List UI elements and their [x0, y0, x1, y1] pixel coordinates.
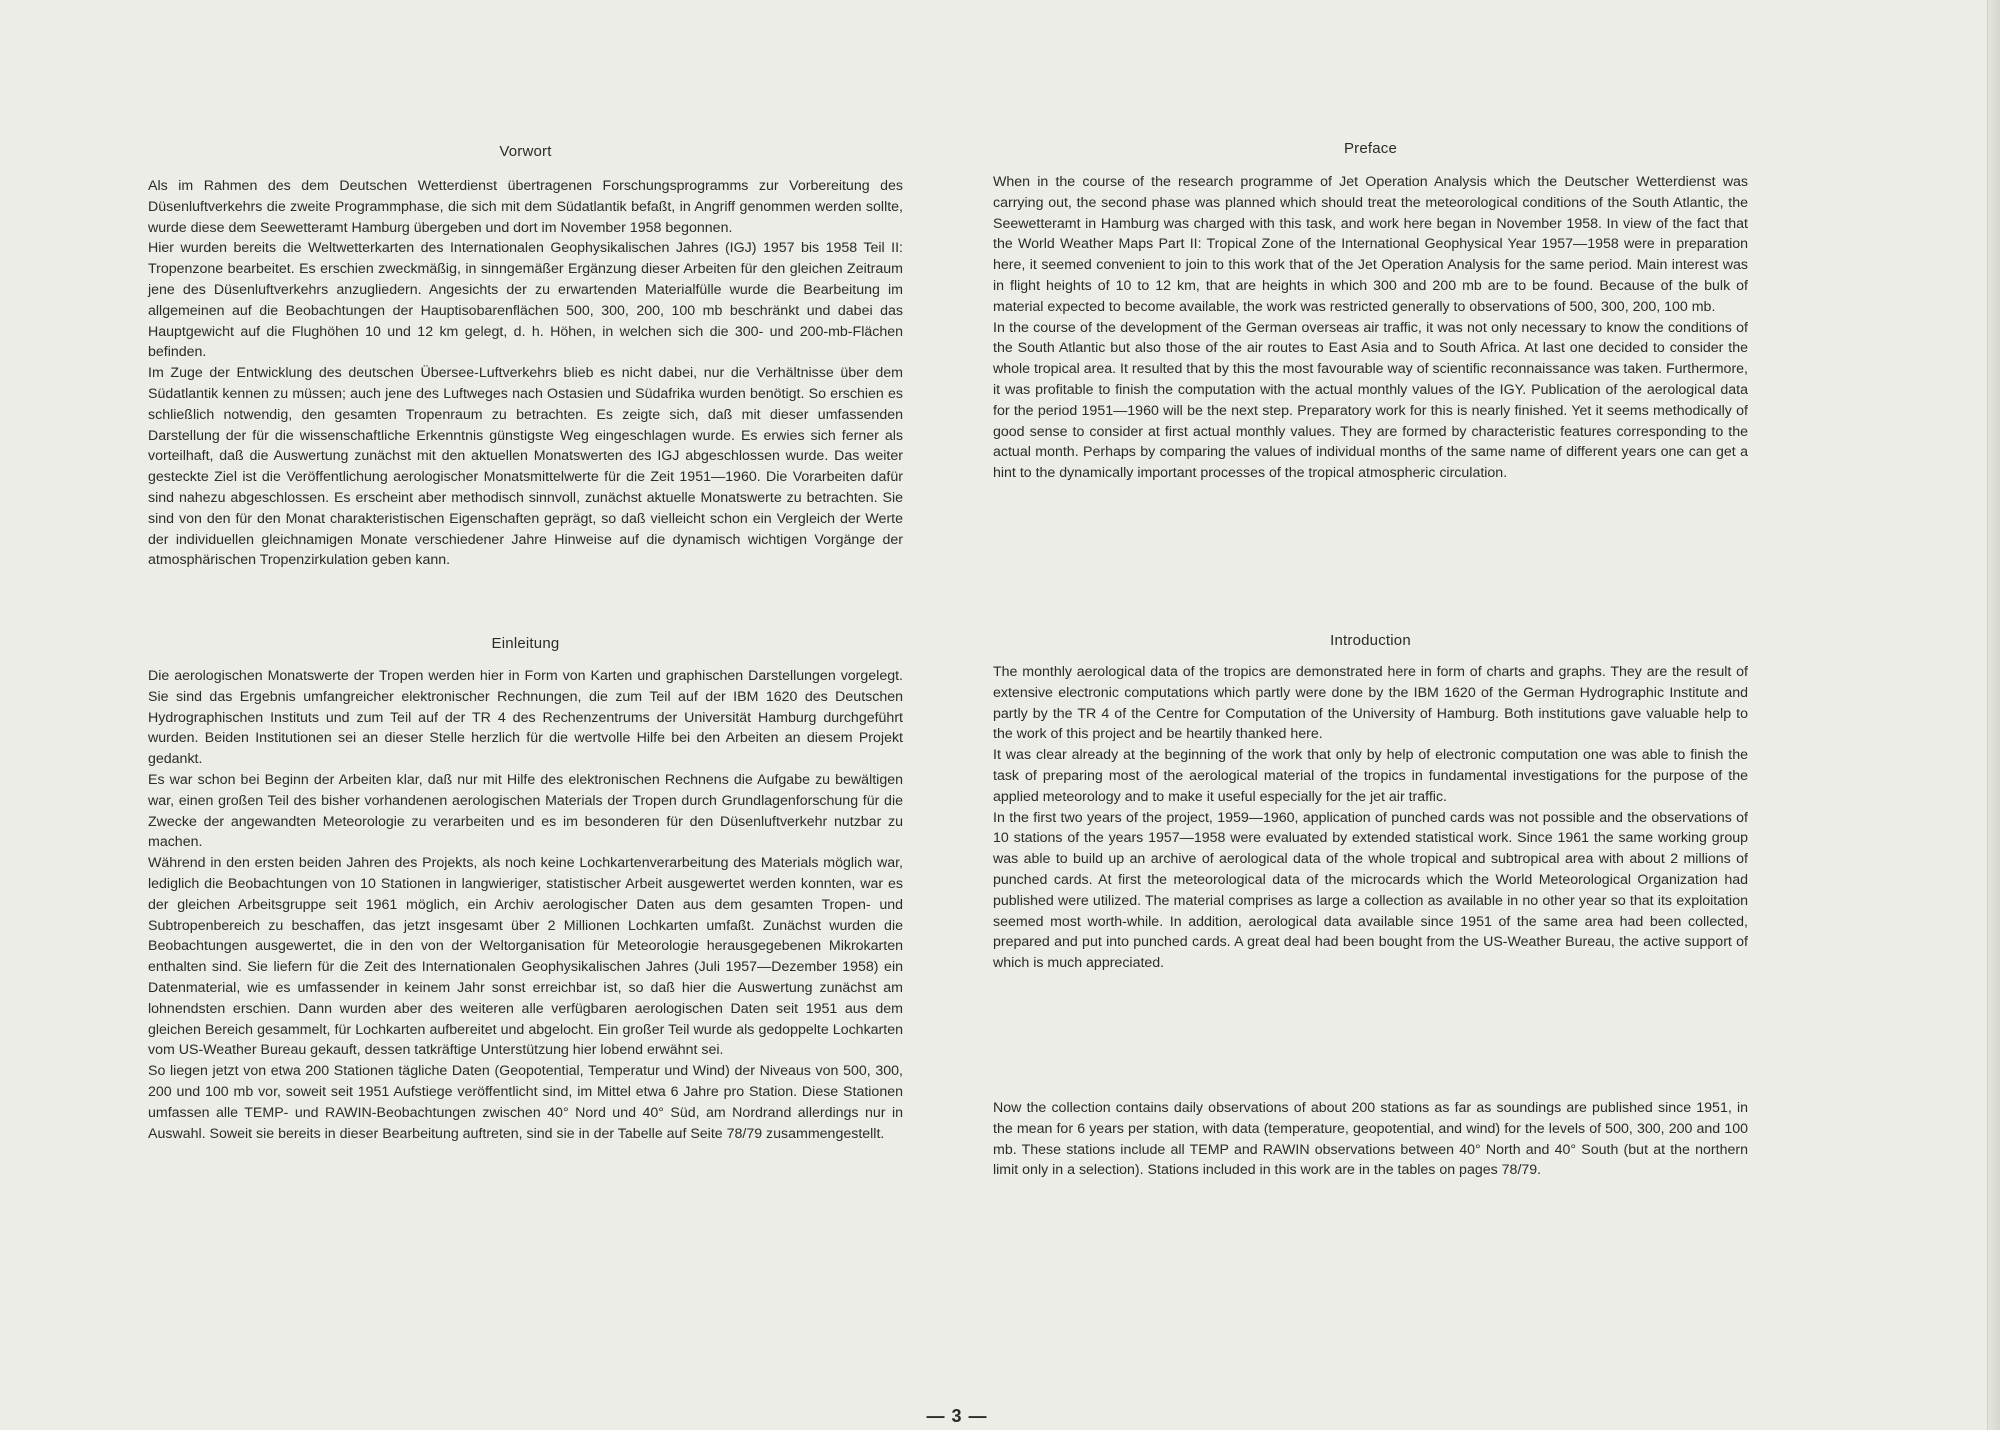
introduction-heading: Introduction	[1330, 632, 1411, 649]
preface-body	[993, 172, 1748, 484]
preface-paragraph: When in the course of the research programme of Jet Operation Analysis which the Deutscher Wetterdienst was carrying out, the second phase was planned which should treat the meteorological conditions of the South Atlantic, the Seewetteramt in Hamburg was charged with this task, and work here began in November 1958. In view of the fact that the World Weather Maps Part II: Tropical Zone of the International Geophysical Year 1957—1958 were in preparation here, it seemed convenient to join to this work that of the Jet Operation Analysis for the same period. Main interest was in flight heights of 10 to 12 km, that are heights in which 300 and 200 mb are to be found. Because of the bulk of material expected to become available, the work was restricted generally to observations of 500, 300, 200, 100 mb.	[993, 174, 1748, 315]
introduction-body	[993, 662, 1748, 974]
vorwort-paragraph: Im Zuge der Entwicklung des deutschen Übersee-Luftverkehrs blieb es nicht dabei, nur die Verhältnisse über dem Südatlantik kennen zu müssen; auch jene des Luftweges nach Ostasien und Südafrika wurden benötigt. So erschien es schließlich notwendig, den gesamten Tropenraum zu betrachten. Es zeigte sich, daß mit dieser umfassenden Darstellung der für die wissenschaftliche Erkenntnis günstigste Weg eingeschlagen wurde. Es erwies sich ferner als vorteilhaft, daß die Auswertung zunächst mit den aktuellen Monatswerten des IGJ abgeschlossen wurde. Das weiter gesteckte Ziel ist die Veröffentlichung aerologischer Monatsmittelwerte für die Zeit 1951—1960. Die Vorarbeiten dafür sind nahezu abgeschlossen. Es erscheint aber methodisch sinnvoll, zunächst aktuelle Monatswerte zu betrachten. Sie sind von den für den Monat charakteristischen Eigenschaften geprägt, so daß vielleicht schon ein Vergleich der Werte der individuellen gleichnamigen Monate verschiedener Jahre Hinweise auf die dynamisch wichtigen Vorgänge der atmosphärischen Tropenzirkulation geben kann.	[148, 365, 903, 569]
vorwort-heading: Vorwort	[499, 143, 552, 160]
einleitung-body	[148, 666, 903, 1144]
page-number	[0, 1406, 2000, 1427]
vorwort-paragraph: Hier wurden bereits die Weltwetterkarten des Internationalen Geophysikalischen Jahres (IGJ) 1957 bis 1958 Teil II: Tropenzone bearbeitet. Es erschien zweckmäßig, in sinngemäßer Ergänzung dieser Arbeiten für den gleichen Zeitraum jene des Düsenluftverkehrs anzugliedern. Angesichts der zu erwartenden Materialfülle wurde die Bearbeitung im allgemeinen auf die Beobachtungen der Hauptisobarenflächen 500, 300, 200, 100 mb beschränkt und dabei das Hauptgewicht auf die Flughöhen 10 und 12 km gelegt, d. h. Höhen, in welchen sich die 300- und 200-mb-Flächen befinden.	[148, 240, 903, 361]
introduction-body-continued	[993, 1098, 1748, 1181]
einleitung-paragraph: Es war schon bei Beginn der Arbeiten klar, daß nur mit Hilfe des elektronischen Rechnens die Aufgabe zu bewältigen war, einen großen Teil des bisher vorhandenen aerologischen Materials der Tropen durch Grundlagenforschung für die Zwecke der angewandten Meteorologie zu verarbeiten und es im besonderen für den Düsenluftverkehr nutzbar zu machen.	[148, 771, 903, 851]
introduction-paragraph: Now the collection contains daily observations of about 200 stations as far as soundings are published since 1951, in the mean for 6 years per station, with data (temperature, geopotential, and wind) for the levels of 500, 300, 200 and 100 mb. These stations include all TEMP and RAWIN observations between 40° North and 40° South (but at the northern limit only in a selection). Stations included in this work are in the tables on pages 78/79.	[993, 1100, 1748, 1179]
einleitung-paragraph: Während in den ersten beiden Jahren des Projekts, als noch keine Lochkartenverarbeitung des Materials möglich war, lediglich die Beobachtungen von 10 Stationen in langwieriger, statistischer Arbeit ausgewertet werden konnten, war es der gleichen Arbeitsgruppe seit 1961 möglich, ein Archiv aerologischer Daten aus dem gesamten Tropen- und Subtropenbereich zu beschaffen, das jetzt insgesamt über 2 Millionen Lochkarten umfaßt. Zunächst wurden die Beobachtungen ausgewertet, die in den von der Weltorganisation für Meteorologie herausgegebenen Mikrokarten enthalten sind. Sie liefern für die Zeit des Internationalen Geophysikalischen Jahres (Juli 1957—Dezember 1958) ein Datenmaterial, wie es umfassender in keinem Jahr sonst erreichbar ist, so daß hier die Auswertung zunächst am lohnendsten erschien. Dann wurden aber des weiteren alle verfügbaren aerologischen Daten seit 1951 aus dem gleichen Bereich gesammelt, für Lochkarten aufbereitet und abgelocht. Ein großer Teil wurde als gedoppelte Lochkarten vom US-Weather Bureau gekauft, dessen tatkräftige Unterstützung hier lobend erwähnt sei.	[148, 855, 903, 1059]
vorwort-body	[148, 176, 903, 571]
introduction-paragraph: It was clear already at the beginning of the work that only by help of electronic computation one was able to finish the task of preparing most of the aerological material of the tropics in fundamental investigations for the purpose of the applied meteorology and to make it useful especially for the jet air traffic.	[993, 747, 1748, 805]
einleitung-paragraph: So liegen jetzt von etwa 200 Stationen tägliche Daten (Geopotential, Temperatur und Wind) der Niveaus von 500, 300, 200 und 100 mb vor, soweit seit 1951 Aufstiege veröffentlicht sind, im Mittel etwa 6 Jahre pro Station. Diese Stationen umfassen alle TEMP- und RAWIN-Beobachtungen zwischen 40° Nord und 40° Süd, am Nordrand allerdings nur in Auswahl. Soweit sie bereits in dieser Bearbeitung auftreten, sind sie in der Tabelle auf Seite 78/79 zusammengestellt.	[148, 1063, 903, 1142]
preface-heading: Preface	[1343, 140, 1398, 157]
preface-paragraph: In the course of the development of the German overseas air traffic, it was not only necessary to know the conditions of the South Atlantic but also those of the air routes to East Asia and to South Africa. At last one decided to consider the whole tropical area. It resulted that by this the most favourable way of scientific reconnaissance was taken. Furthermore, it was profitable to finish the computation with the actual monthly values of the IGY. Publication of the aerological data for the period 1951—1960 will be the next step. Preparatory work for this is nearly finished. Yet it seems methodically of good sense to consider at first actual monthly values. They are formed by characteristic features corresponding to the actual month. Perhaps by comparing the values of individual months of the same name of different years one can get a hint to the dynamically important processes of the tropical atmospheric circulation.	[993, 319, 1748, 482]
introduction-paragraph: The monthly aerological data of the tropics are demonstrated here in form of charts and graphs. They are the result of extensive electronic computations which partly were done by the IBM 1620 of the German Hydrographic Institute and partly by the TR 4 of the Centre for Computation of the University of Hamburg. Both institutions gave valuable help to the work of this project and be heartily thanked here.	[993, 664, 1748, 743]
page-number-text: — 3 —	[926, 1406, 988, 1426]
einleitung-paragraph: Die aerologischen Monatswerte der Tropen werden hier in Form von Karten und graphischen Darstellungen vorgelegt. Sie sind das Ergebnis umfangreicher elektronischer Rechnungen, die zum Teil auf der IBM 1620 des Deutschen Hydrographischen Instituts und zum Teil auf der TR 4 des Rechenzentrums der Universität Hamburg durchgeführt wurden. Beiden Institutionen sei an dieser Stelle herzlich für die wertvolle Hilfe bei den Arbeiten an diesem Projekt gedankt.	[148, 668, 903, 768]
introduction-paragraph: In the first two years of the project, 1959—1960, application of punched cards was not possible and the observations of 10 stations of the years 1957—1958 were evaluated by extended statistical work. Since 1961 the same working group was able to build up an archive of aerological data of the whole tropical and subtropical area with about 2 millions of punched cards. At first the meteorological data of the microcards which the World Meteorological Organization had published were utilized. The material comprises as large a collection as available in no other year so that its exploitation seemed most worth-while. In addition, aerological data available since 1951 of the same area had been collected, prepared and put into punched cards. A great deal had been bought from the US-Weather Bureau, the active support of which is much appreciated.	[993, 809, 1748, 972]
vorwort-paragraph: Als im Rahmen des dem Deutschen Wetterdienst übertragenen Forschungsprogramms zur Vorbereitung des Düsenluftverkehrs die zweite Programmphase, die sich mit dem Südatlantik befaßt, in Angriff genommen werden sollte, wurde diese dem Seewetteramt Hamburg übergeben und dort im November 1958 begonnen.	[148, 178, 903, 236]
page-edge	[1987, 0, 2000, 1430]
einleitung-heading: Einleitung	[491, 635, 560, 652]
